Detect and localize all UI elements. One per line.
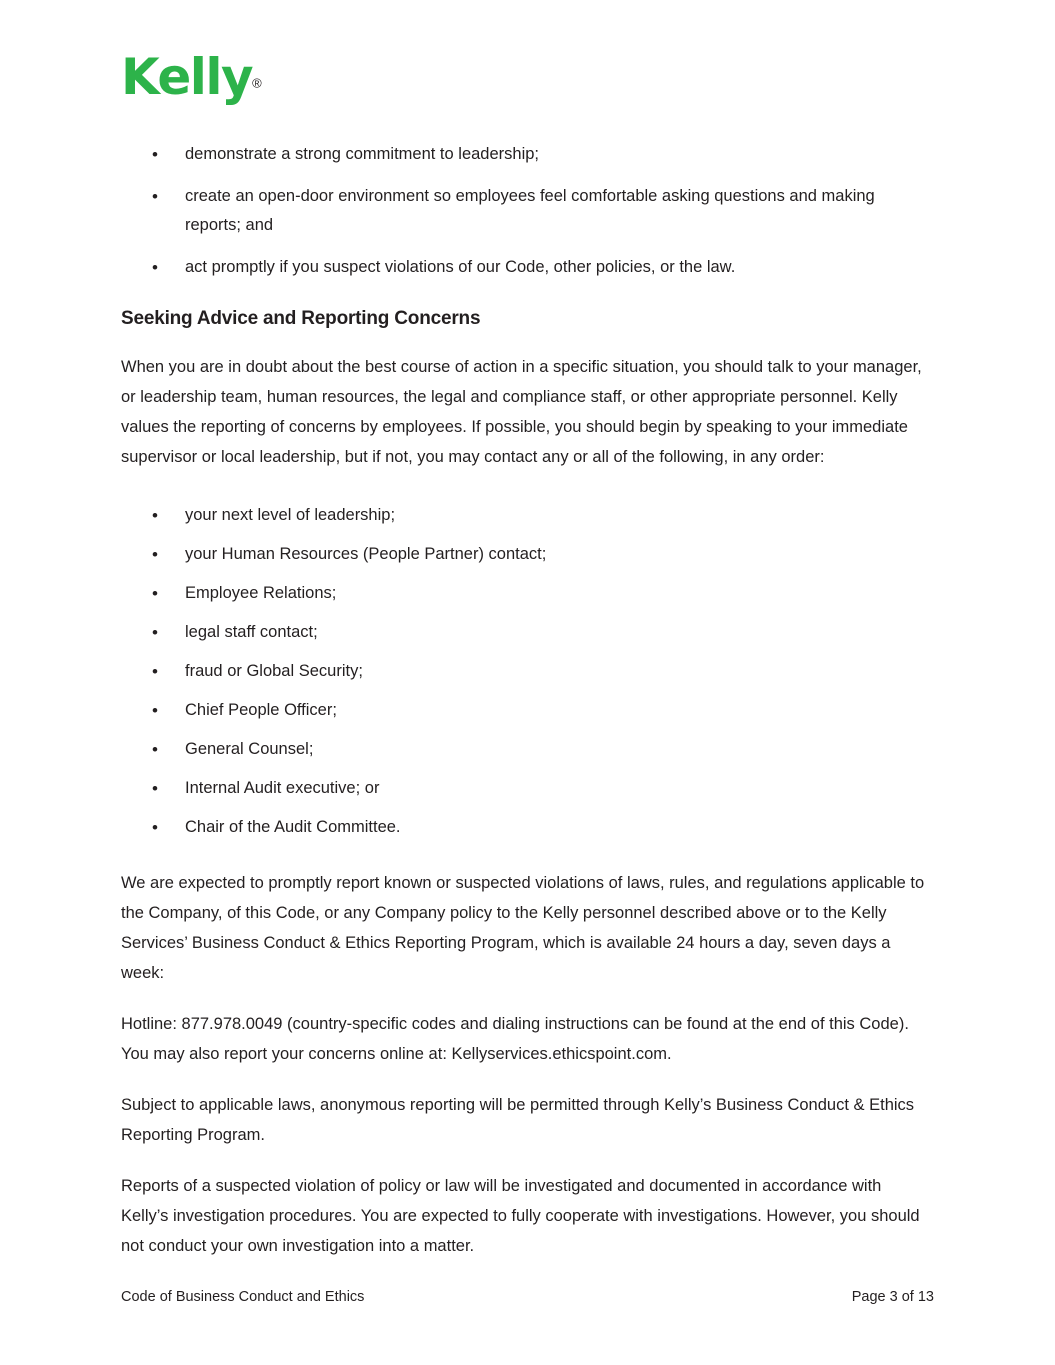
list-item: • Chief People Officer; (121, 696, 933, 725)
document-content (121, 140, 933, 1282)
footer-page-number: Page 3 of 13 (851, 1289, 934, 1305)
footer-document-title: Code of Business Conduct and Ethics (121, 1289, 365, 1305)
list-item: • your Human Resources (People Partner) contact; (121, 540, 933, 569)
list-item: • act promptly if you suspect violations of our Code, other policies, or the law. (121, 253, 933, 282)
registered-trademark-icon: ® (252, 75, 262, 91)
logo-wordmark: Kelly (121, 48, 253, 106)
paragraph-reporting: We are expected to promptly report known or suspected violations of laws, rules, and regulations applicable to the Company, of this Code, or any Company policy to the Kelly personnel described above or to the Kelly Services’ Business Conduct & Ethics Reporting Program, which is available 24 hours a day, seven days a week: (121, 874, 925, 982)
list-item: • Internal Audit executive; or (121, 774, 933, 803)
list-item: • create an open-door environment so employees feel comfortable asking questions and making reports; and (121, 182, 933, 240)
contact-bullet-list (121, 501, 933, 842)
list-item: • fraud or Global Security; (121, 657, 933, 686)
section-heading: Seeking Advice and Reporting Concerns (121, 308, 481, 329)
paragraph-hotline: Hotline: 877.978.0049 (country-specific codes and dialing instructions can be found at the end of this Code). You may also report your concerns online at: Kellyservices.ethicspoint.com. (121, 1015, 909, 1063)
kelly-logo (121, 48, 262, 106)
page-footer (121, 1289, 934, 1305)
list-item: • demonstrate a strong commitment to leadership; (121, 140, 933, 169)
list-item: • General Counsel; (121, 735, 933, 764)
paragraph-anonymous: Subject to applicable laws, anonymous reporting will be permitted through Kelly’s Business Conduct & Ethics Reporting Program. (121, 1096, 915, 1144)
list-item: • Employee Relations; (121, 579, 933, 608)
list-item: • your next level of leadership; (121, 501, 933, 530)
intro-bullet-list (121, 140, 933, 282)
list-item: • legal staff contact; (121, 618, 933, 647)
paragraph-investigation: Reports of a suspected violation of policy or law will be investigated and documented in accordance with Kelly’s investigation procedures. You are expected to fully cooperate with investigations. However, you should not conduct your own investigation into a matter. (121, 1177, 920, 1255)
paragraph-intro: When you are in doubt about the best course of action in a specific situation, you should talk to your manager, or leadership team, human resources, the legal and compliance staff, or other appropriate personnel. Kelly values the reporting of concerns by employees. If possible, you should begin by speaking to your immediate supervisor or local leadership, but if not, you may contact any or all of the following, in any order: (121, 358, 922, 466)
list-item: • Chair of the Audit Committee. (121, 813, 933, 842)
